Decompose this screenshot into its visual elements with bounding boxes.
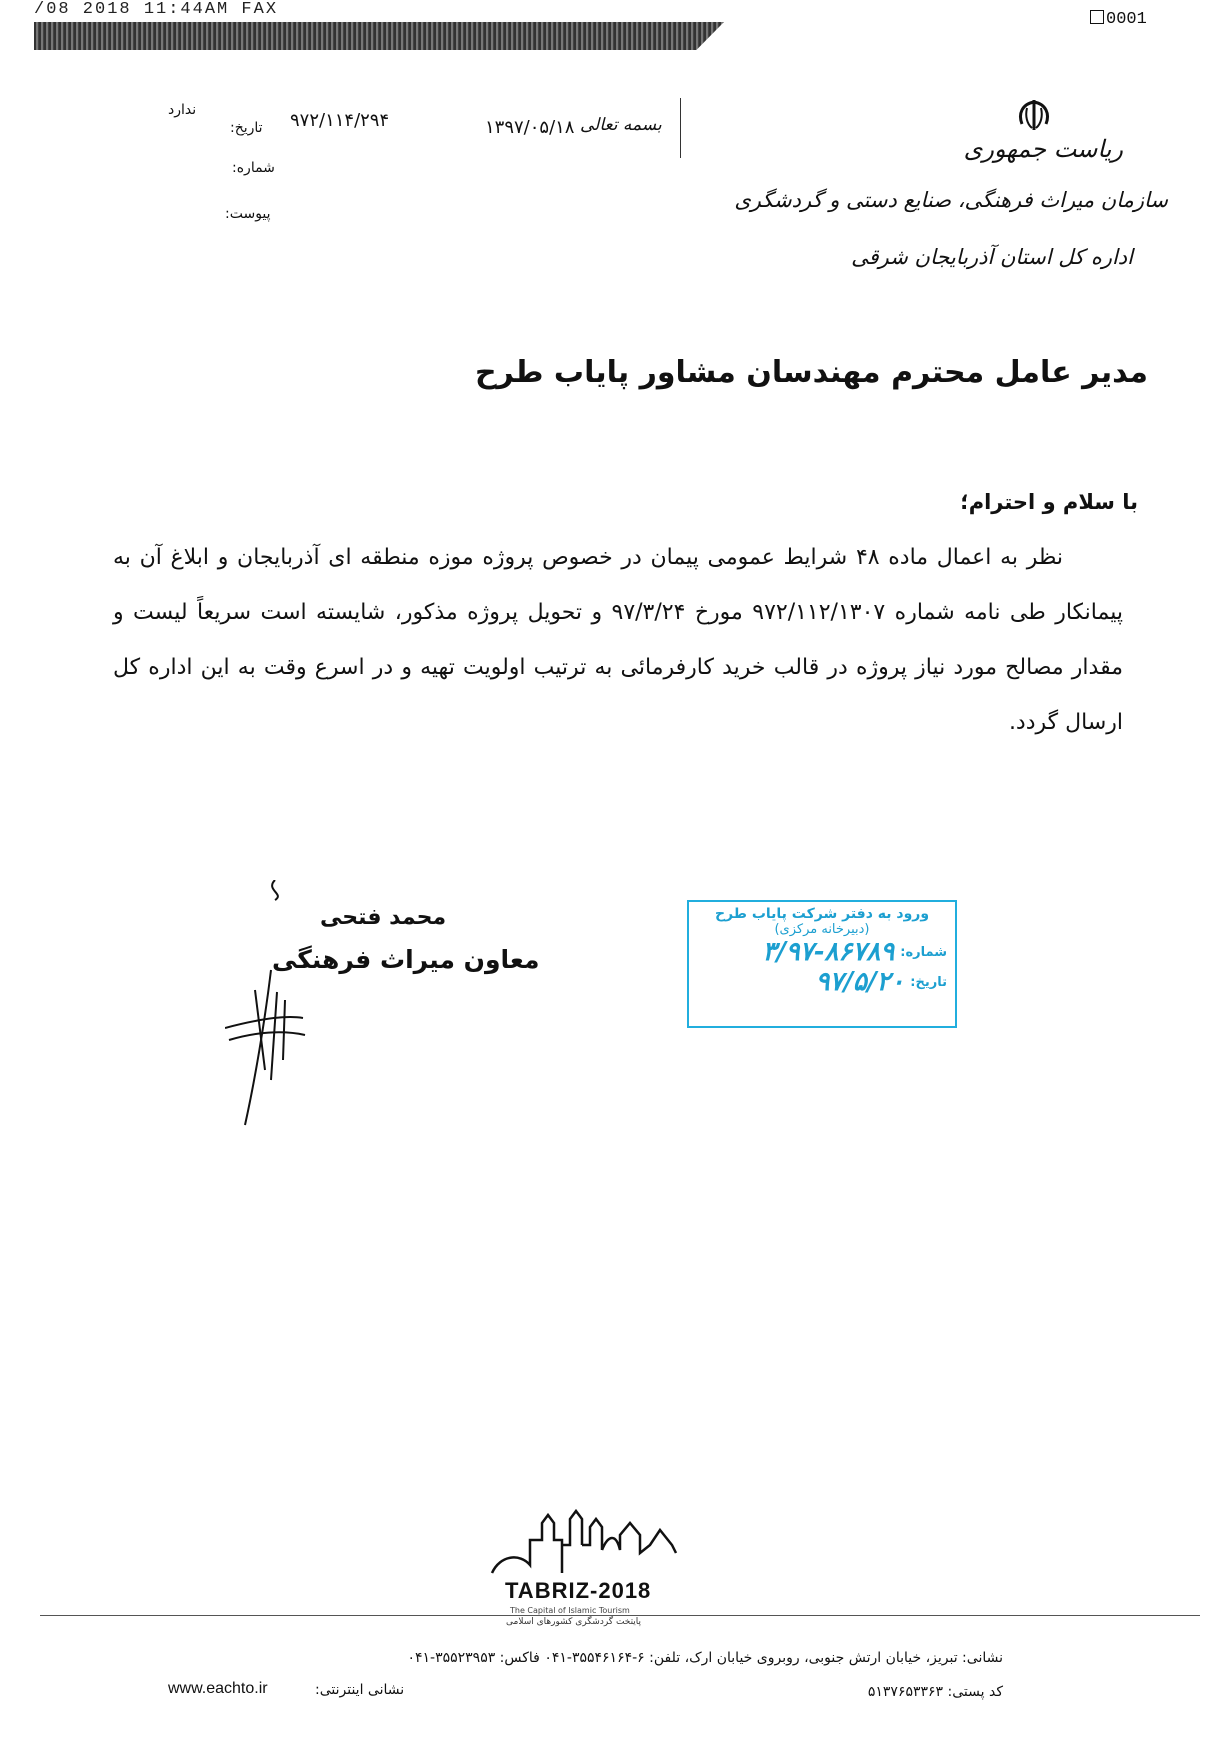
bismillah: بسمه تعالی — [580, 115, 662, 135]
meta-number-label: شماره: — [232, 160, 275, 176]
tabriz-logo-subtitle: The Capital of Islamic Tourism — [510, 1606, 630, 1615]
checkbox-icon — [1090, 10, 1104, 24]
stamp-number-label: شماره: — [900, 944, 947, 960]
footer-website: www.eachto.ir — [168, 1680, 268, 1697]
signatory-name: محمد فتحی — [320, 905, 447, 930]
stamp-number-value: ۳/۹۷-۸۶۷۸۹ — [762, 937, 895, 967]
fax-header-line: /08 2018 11:44AM FAX — [34, 0, 279, 19]
org-line-3: اداره کل استان آذربایجان شرقی — [851, 245, 1133, 269]
letter-date: ۱۳۹۷/۰۵/۱۸ — [485, 117, 575, 138]
letter-body: نظر به اعمال ماده ۴۸ شرایط عمومی پیمان در خصوص پروژه موزه منطقه ای آذربایجان و ابلاغ آن به پیمانکار طی نامه شماره ۹۷۲/۱۱۲/۱۳۰۷ مورخ ۹۷/۳/۲۴ و تحویل پروژه مذکور، شایسته است سریعاً لیست و مقدار مصالح مورد نیاز پروژه در قالب خرید کارفرمائی به ترتیب اولویت تهیه و در اسرع وقت به این اداره کل ارسال گردد. — [113, 545, 1123, 735]
signatory-position: معاون میراث فرهنگی — [272, 945, 540, 974]
footer-postal: کد پستی: ۵۱۳۷۶۵۳۳۶۳ — [867, 1684, 1003, 1700]
stamp-date-label: تاریخ: — [910, 974, 947, 990]
org-line-1: ریاست جمهوری — [963, 135, 1123, 163]
footer-divider — [40, 1615, 1200, 1616]
stamp-number-row — [697, 937, 947, 967]
fax-banner-bar — [34, 22, 724, 50]
meta-attachment-label: پیوست: — [225, 206, 271, 222]
stamp-date-row — [697, 967, 947, 997]
meta-date-label: تاریخ: — [230, 120, 263, 136]
attachment-value: ندارد — [168, 102, 197, 118]
tabriz-logo-persian: پایتخت گردشگری کشورهای اسلامی — [506, 1617, 642, 1627]
org-line-2: سازمان میراث فرهنگی، صنایع دستی و گردشگری — [734, 188, 1168, 212]
footer-web-label: نشانی اینترنتی: — [315, 1682, 405, 1698]
letter-number: ۹۷۲/۱۱۴/۲۹۴ — [290, 110, 390, 131]
greeting: با سلام و احترام؛ — [960, 490, 1138, 514]
stamp-subtitle: (دبیرخانه مرکزی) — [774, 922, 870, 937]
recipient-title: مدیر عامل محترم مهندسان مشاور پایاب طرح — [474, 355, 1148, 390]
handwritten-signature — [225, 880, 315, 1130]
stamp-title: ورود به دفتر شرکت پایاب طرح — [714, 906, 930, 922]
tabriz-logo-text: TABRIZ-2018 — [505, 1578, 652, 1603]
footer-address: نشانی: تبریز، خیابان ارتش جنوبی، روبروی خیابان ارک، تلفن: ۶-۳۵۵۴۶۱۶۴-۰۴۱ فاکس: ۳۵۵۲۳۹۵۳-۰۴۱ — [407, 1650, 1003, 1666]
vertical-divider — [680, 98, 681, 158]
tabriz-skyline-icon — [490, 1505, 680, 1575]
iran-emblem-icon — [1012, 98, 1056, 134]
stamp-date-value: ۹۷/۵/۲۰ — [815, 967, 905, 997]
fax-page-number: 0001 — [1090, 10, 1147, 29]
received-stamp — [687, 900, 957, 1028]
